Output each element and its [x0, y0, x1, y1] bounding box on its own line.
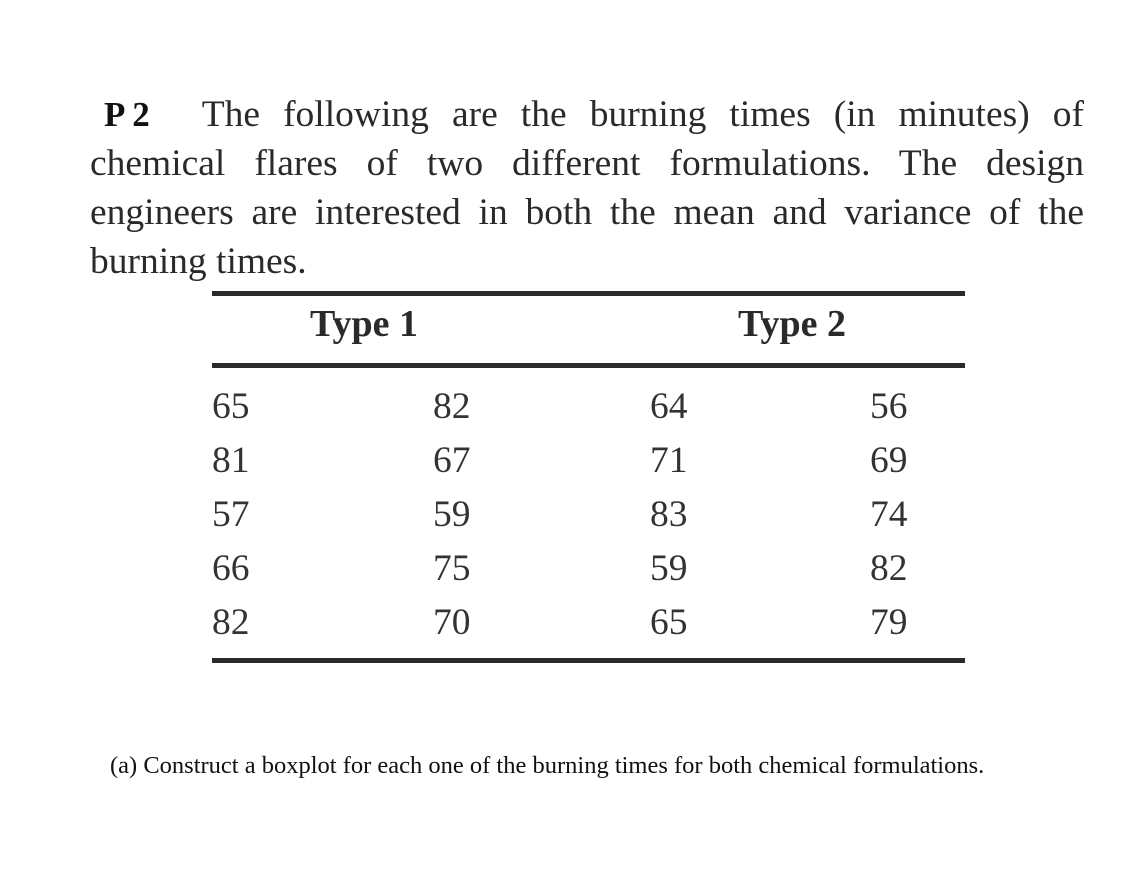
table-cell: 81: [212, 440, 250, 481]
table-cell: 71: [650, 440, 688, 481]
table-cell: 59: [433, 494, 471, 535]
table-header-rule: [212, 363, 965, 368]
problem-number: P 2: [104, 94, 150, 134]
table-top-rule: [212, 291, 965, 296]
table-cell: 82: [870, 548, 908, 589]
question-part-a: (a) Construct a boxplot for each one of the burning times for both chemical formulations.: [110, 752, 985, 779]
table-cell: 69: [870, 440, 908, 481]
table-cell: 83: [650, 494, 688, 535]
table-cell: 65: [212, 386, 250, 427]
type-1-column-b: [433, 380, 471, 650]
table-cell: 65: [650, 602, 688, 643]
type-2-column-a: [650, 380, 688, 650]
table-cell: 66: [212, 548, 250, 589]
table-cell: 82: [433, 386, 471, 427]
type-1-column-a: [212, 380, 250, 650]
type-2-column-b: [870, 380, 908, 650]
problem-text: The following are the burning times (in minutes) of chemical flares of two different formulations. The design engineers are interested in both the mean and variance of the burning times.: [90, 93, 1084, 282]
table-cell: 57: [212, 494, 250, 535]
header-type-1: Type 1: [310, 303, 419, 345]
table-bottom-rule: [212, 658, 965, 663]
table-cell: 75: [433, 548, 471, 589]
table-cell: 70: [433, 602, 471, 643]
table-cell: 74: [870, 494, 908, 535]
header-type-2: Type 2: [738, 303, 847, 345]
table-cell: 79: [870, 602, 908, 643]
table-cell: 59: [650, 548, 688, 589]
table-cell: 56: [870, 386, 908, 427]
table-cell: 67: [433, 440, 471, 481]
table-cell: 82: [212, 602, 250, 643]
table-cell: 64: [650, 386, 688, 427]
problem-statement: [90, 90, 1084, 286]
